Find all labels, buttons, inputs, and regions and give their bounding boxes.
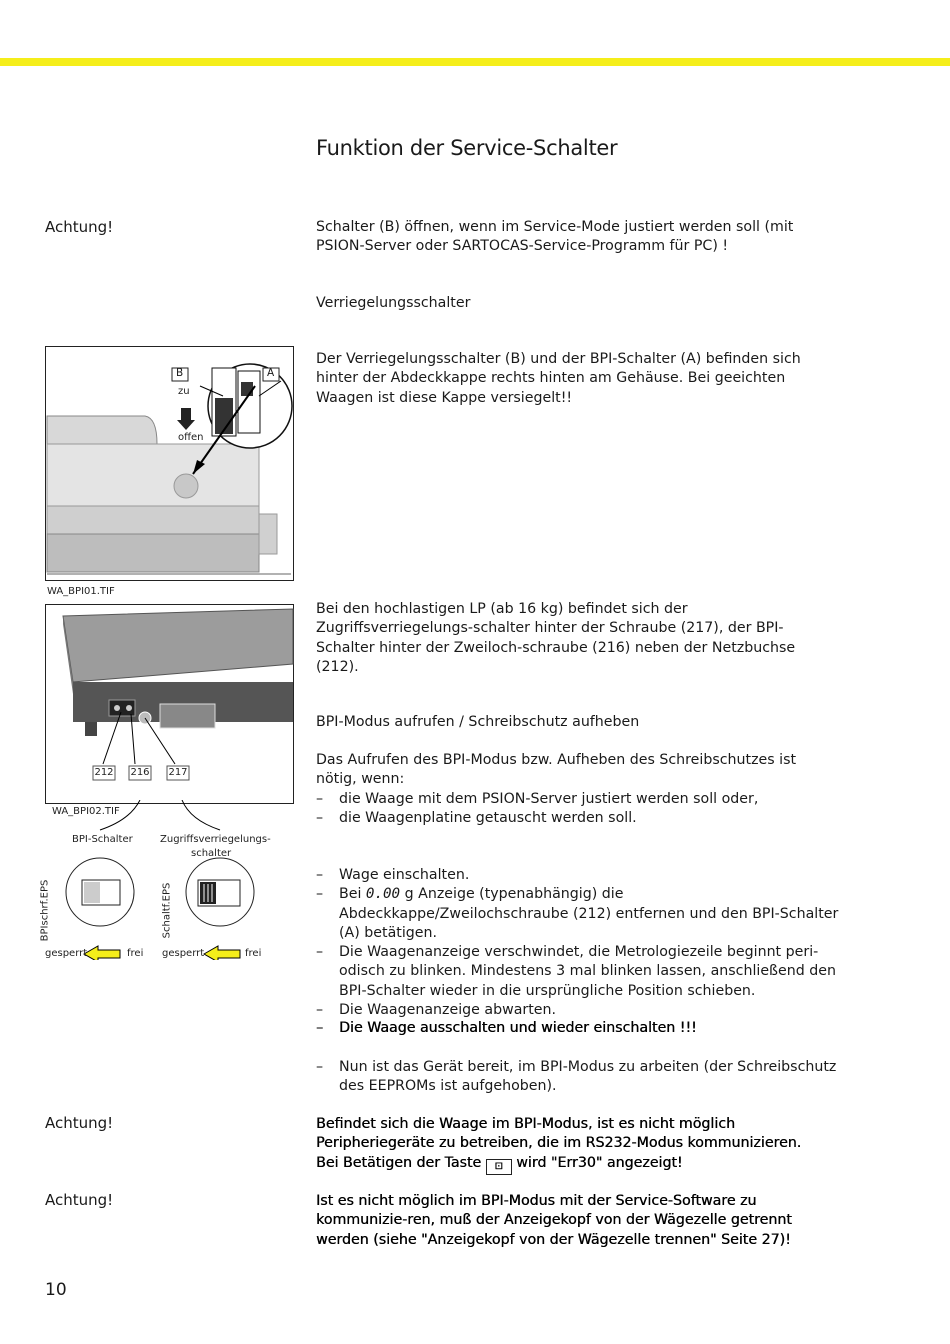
page-number: 10 [45,1280,67,1300]
warning-bpi-line2 [316,1154,841,1175]
step5-block [316,1019,841,1038]
label-212: 212 [94,767,114,778]
verriegelung-text: Der Verriegelungsschalter (B) und der BPI-Schalter (A) befinden sich hinter der Abdeckkappe rechts hinten am Gehäuse. Bei geeichten Waagen ist diese Kappe versiegelt!! [316,351,801,406]
key-print-icon: ⊡ [486,1159,512,1175]
step2-pre: Bei [339,886,362,903]
figure-heavy-scale [45,604,294,804]
display-value: 0.00 [365,886,401,903]
warning-bpi-line1: Befindet sich die Waage im BPI-Modus, ist es nicht möglich Peripheriegeräte zu betreiben, die im RS232-Modus kommunizieren. [316,1116,802,1152]
schalt-eps-label: Schaltf.EPS [161,882,173,939]
bpi-eps-label: BPIschrf.EPS [39,879,51,942]
bpi-steps [316,866,841,1020]
achtung-label-2: Achtung! [45,1114,114,1132]
switch-diagrams [40,800,280,960]
achtung-label-1: Achtung! [45,218,114,236]
header-accent-bar [0,58,950,66]
step2-post: g Anzeige (typenabhängig) die Abdeckkappe/Zweilochschraube (212) entfernen und den BPI-Schalter (A) betätigen. [339,886,839,941]
verriegelung-heading: Verriegelungsschalter [316,295,471,311]
zugriff-switch-title-1: Zugriffsverriegelungs- [160,834,271,845]
step-item: – Wage einschalten. [316,866,841,885]
step-item-emphasis: – Die Waage ausschalten und wieder einschalten !!! [316,1019,841,1038]
warning-software-text: Ist es nicht möglich im BPI-Modus mit der Service-Software zu kommunizie-ren, muß der Anzeigekopf von der Wägezelle getrennt werden (siehe "Anzeigekopf von der Wägezelle trennen" Seite 27)! [316,1193,792,1248]
label-216: 216 [130,767,150,778]
figure1-caption: WA_BPI01.TIF [47,586,115,597]
step-item [316,885,841,943]
warning-bpi-line2-pre: Bei Betätigen der Taste [316,1154,482,1171]
label-offen: offen [178,432,204,443]
label-217: 217 [168,767,188,778]
intro-text: Schalter (B) öffnen, wenn im Service-Mode justiert werden soll (mit PSION-Server oder SARTOCAS-Service-Programm für PC) ! [316,219,794,255]
step-item: – Die Waagenanzeige abwarten. [316,1001,841,1020]
figure-scale-back [45,346,294,581]
bpi-intro: Das Aufrufen des BPI-Modus bzw. Aufheben des Schreibschutzes ist nötig, wenn: [316,752,797,788]
condition-item: – die Waagenplatine getauscht werden soll. [316,809,841,828]
figure2-caption: WA_BPI02.TIF [52,806,120,817]
bpi-heading: BPI-Modus aufrufen / Schreibschutz aufheben [316,714,640,730]
step-item: – Nun ist das Gerät bereit, im BPI-Modus zu arbeiten (der Schreibschutz des EEPROMs ist aufgehoben). [316,1058,841,1097]
warning-bpi-line2-post: wird "Err30" angezeigt! [516,1154,683,1171]
gesperrt-label-2: gesperrt [162,948,205,959]
label-a: A [267,367,275,379]
frei-label-1: frei [127,948,144,959]
label-b: B [176,367,184,379]
achtung-label-3: Achtung! [45,1191,114,1209]
bpi-conditions [316,751,841,828]
step6-block [316,1058,841,1097]
step-item: – Die Waagenanzeige verschwindet, die Metrologiezeile beginnt peri-odisch zu blinken. Mindestens 3 mal blinken lassen, anschließend den BPI-Schalter wieder in die ursprüngliche Position schieben. [316,943,841,1001]
bpi-switch-title: BPI-Schalter [72,834,133,845]
hochlastig-text: Bei den hochlastigen LP (ab 16 kg) befindet sich der Zugriffsverriegelungs-schalter hinter der Schraube (217), der BPI-Schalter hinter der Zweiloch-schraube (216) neben der Netzbuchse (212). [316,601,796,675]
zugriff-switch-title-2: schalter [191,848,232,859]
label-zu: zu [178,386,190,397]
gesperrt-label-1: gesperrt [45,948,88,959]
condition-item: – die Waage mit dem PSION-Server justiert werden soll oder, [316,790,841,809]
page-title: Funktion der Service-Schalter [316,136,618,160]
warning-bpi-block [316,1115,841,1175]
frei-label-2: frei [245,948,262,959]
